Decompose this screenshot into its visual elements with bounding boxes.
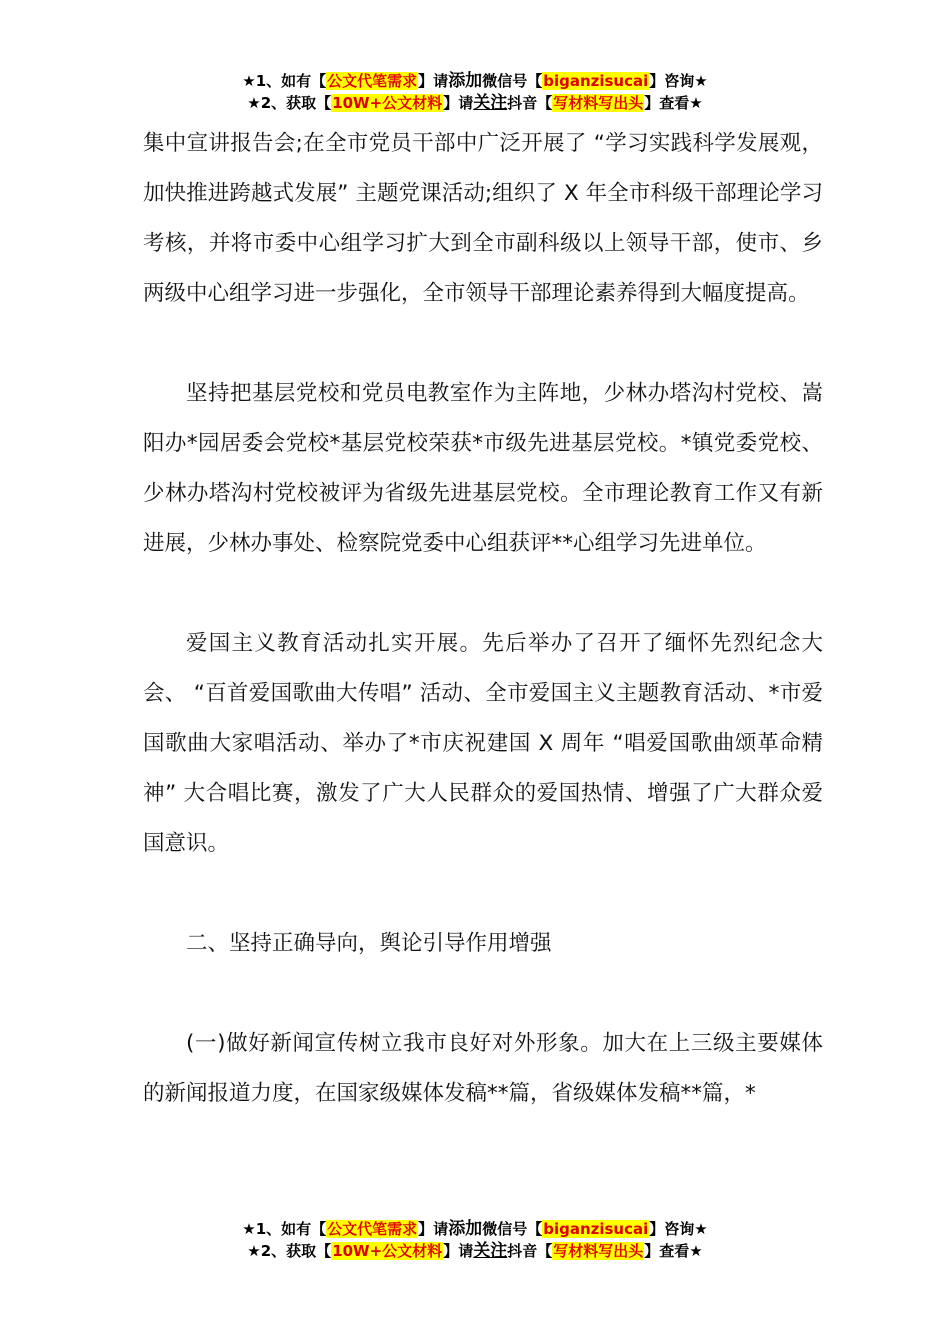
document-body <box>143 119 823 1169</box>
banner-line-2: ★2、获取【10W+公文材料】请关注抖音【写材料写出头】查看★ <box>247 93 703 113</box>
banner-highlight: 10W+公文材料 <box>332 94 443 112</box>
footer-banner <box>0 1218 950 1262</box>
banner-highlight: 写材料写出头 <box>553 94 644 112</box>
banner-highlight: 公文代笔需求 <box>327 72 418 90</box>
banner-highlight: biganzisucai <box>543 72 649 90</box>
paragraph: 集中宣讲报告会;在全市党员干部中广泛开展了 “学习实践科学发展观，加快推进跨越式发展” 主题党课活动;组织了 X 年全市科级干部理论学习考核，并将市委中心组学习扩大到全市副科级以上领导干部，使市、乡两级中心组学习进一步强化，全市领导干部理论素养得到大幅度提高。 <box>143 131 823 306</box>
section-heading: 二、坚持正确导向，舆论引导作用增强 <box>186 931 552 956</box>
paragraph: 坚持把基层党校和党员电教室作为主阵地，少林办塔沟村党校、嵩阳办*园居委会党校*基层党校荣获*市级先进基层党校。*镇党委党校、少林办塔沟村党校被评为省级先进基层党校。全市理论教育工作又有新进展，少林办事处、检察院党委中心组获评**心组学习先进单位。 <box>143 381 823 556</box>
banner-highlight: 公文代笔需求 <box>327 1220 418 1238</box>
banner-highlight: 10W+公文材料 <box>332 1242 443 1260</box>
banner-line-1: ★1、如有【公文代笔需求】请添加微信号【biganzisucai】咨询★ <box>242 71 708 91</box>
banner-line-1: ★1、如有【公文代笔需求】请添加微信号【biganzisucai】咨询★ <box>242 1219 708 1239</box>
banner-highlight: 写材料写出头 <box>553 1242 644 1260</box>
banner-line-2: ★2、获取【10W+公文材料】请关注抖音【写材料写出头】查看★ <box>247 1241 703 1261</box>
header-banner <box>0 70 950 114</box>
paragraph: (一)做好新闻宣传树立我市良好对外形象。加大在上三级主要媒体的新闻报道力度，在国家级媒体发稿**篇，省级媒体发稿**篇，* <box>143 1031 823 1106</box>
paragraph: 爱国主义教育活动扎实开展。先后举办了召开了缅怀先烈纪念大会、 “百首爱国歌曲大传唱” 活动、全市爱国主义主题教育活动、*市爱国歌曲大家唱活动、举办了*市庆祝建国 X 周年 “唱爱国歌曲颂革命精神” 大合唱比赛，激发了广大人民群众的爱国热情、增强了广大群众爱国意识。 <box>143 631 823 856</box>
banner-highlight: biganzisucai <box>543 1220 649 1238</box>
